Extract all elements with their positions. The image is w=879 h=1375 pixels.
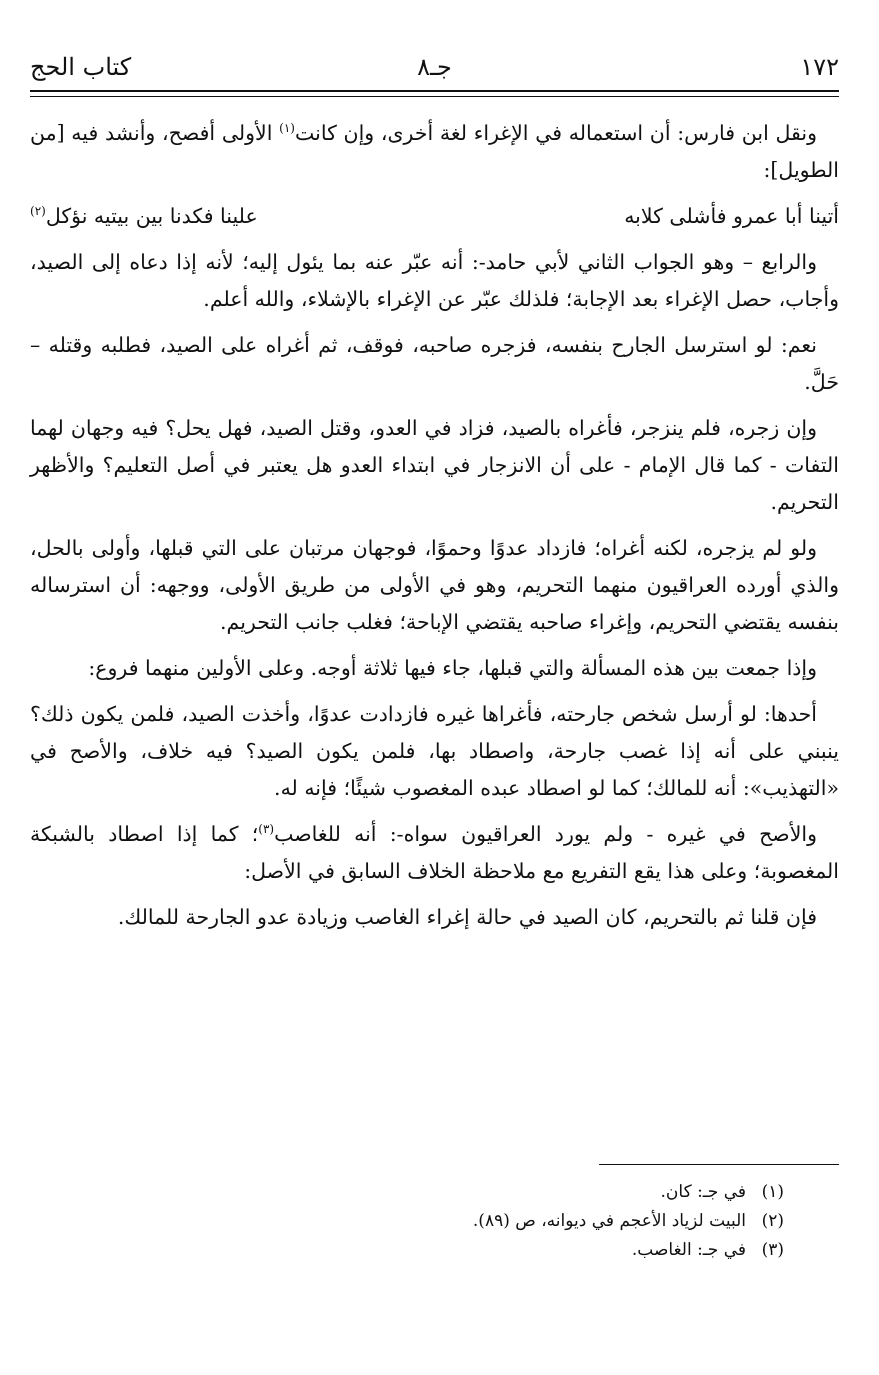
- footnote-ref: (٣): [258, 822, 275, 837]
- paragraph-text: والأصح في غيره - ولم يورد العراقيون سواه-: أنه للغاصب: [274, 822, 817, 846]
- footnote-ref: (٢): [30, 204, 46, 219]
- footnote-separator: [599, 1164, 839, 1165]
- main-text: [30, 115, 839, 945]
- paragraph: أحدها: لو أرسل شخص جارحته، فأغراها غيره فازدادت عدوًا، وأخذت الصيد، فلمن يكون ذلك؟ ينبني على أنه إذا غصب جارحة، واصطاد بها، فلمن يكون الصيد؟ فيه خلاف، والأصح في «التهذيب»: أنه للمالك؛ كما لو اصطاد عبده المغصوب شيئًا؛ فإنه له.: [30, 702, 839, 800]
- page-header: [30, 50, 839, 90]
- paragraph: فإن قلنا ثم بالتحريم، كان الصيد في حالة إغراء الغاصب وزيادة عدو الجارحة للمالك.: [117, 905, 817, 929]
- book-title: كتاب الحج: [30, 53, 132, 81]
- paragraph: وإذا جمعت بين هذه المسألة والتي قبلها، جاء فيها ثلاثة أوجه. وعلى الأولين منهما فروع:: [88, 656, 817, 680]
- footnote-text: في جـ: كان.: [660, 1182, 746, 1202]
- footnote-number: (٣): [761, 1240, 784, 1260]
- footnote-text: البيت لزياد الأعجم في ديوانه، ص (٨٩).: [472, 1211, 746, 1231]
- footnote-number: (٢): [761, 1211, 784, 1231]
- header-rule-thin: [30, 96, 839, 97]
- paragraph-text: ونقل ابن فارس: أن استعماله في الإغراء لغة أخرى، وإن كانت: [294, 121, 817, 145]
- paragraph-text: الأولى أفصح، وأنشد فيه [من الطويل]:: [30, 121, 839, 182]
- footnote-number: (١): [761, 1182, 784, 1202]
- footnote-item: [30, 1178, 784, 1207]
- paragraph: والرابع – وهو الجواب الثاني لأبي حامد-: أنه عبّر عنه بما يئول إليه؛ لأنه إذا دعاه إلى الصيد، وأجاب، حصل الإغراء بعد الإجابة؛ فلذلك عبّر عن الإغراء بالإشلاء، والله أعلم.: [30, 250, 839, 311]
- poetry-verse: [30, 198, 839, 235]
- footnotes: [30, 1178, 784, 1265]
- verse-first-hemistich: أتينا أبا عمرو فأشلى كلابه: [624, 204, 839, 228]
- paragraph: ولو لم يزجره، لكنه أغراه؛ فازداد عدوًا وحموًا، فوجهان مرتبان على التي قبلها، وأولى بالحل، والذي أورده العراقيون منهما التحريم، وهو في الأولى من طريق الأولى، ووجهه: أن استرساله بنفسه يقتضي التحريم، وإغراء صاحبه يقتضي الإباحة؛ فغلب جانب التحريم.: [30, 536, 839, 634]
- header-rule-thick: [30, 90, 839, 92]
- footnote-item: [30, 1207, 784, 1236]
- volume-label: جـ٨: [417, 53, 452, 81]
- paragraph-text: ؛ كما إذا اصطاد بالشبكة المغصوبة؛ وعلى هذا يقع التفريع مع ملاحظة الخلاف السابق في الأصل:: [30, 822, 839, 883]
- verse-second-hemistich: علينا فكدنا بين بيتيه نؤكل: [45, 204, 258, 228]
- paragraph: وإن زجره، فلم ينزجر، فأغراه بالصيد، فزاد في العدو، وقتل الصيد، فهل يحل؟ فيه وجهان لهما التفات - كما قال الإمام - على أن الانزجار في ابتداء العدو هل يعتبر في أصل التعليم؟ والأظهر التحريم.: [30, 416, 839, 514]
- footnote-ref: (١): [279, 121, 295, 136]
- paragraph: [30, 115, 839, 189]
- footnote-text: في جـ: الغاصب.: [631, 1240, 746, 1260]
- paragraph: [30, 816, 839, 890]
- footnote-item: [30, 1236, 784, 1265]
- paragraph: نعم: لو استرسل الجارح بنفسه، فزجره صاحبه، فوقف، ثم أغراه على الصيد، فطلبه وقتله – حَلَّ.: [30, 333, 839, 394]
- verse-second-hemistich-wrap: [30, 198, 258, 235]
- page-number: ١٧٢: [800, 53, 839, 81]
